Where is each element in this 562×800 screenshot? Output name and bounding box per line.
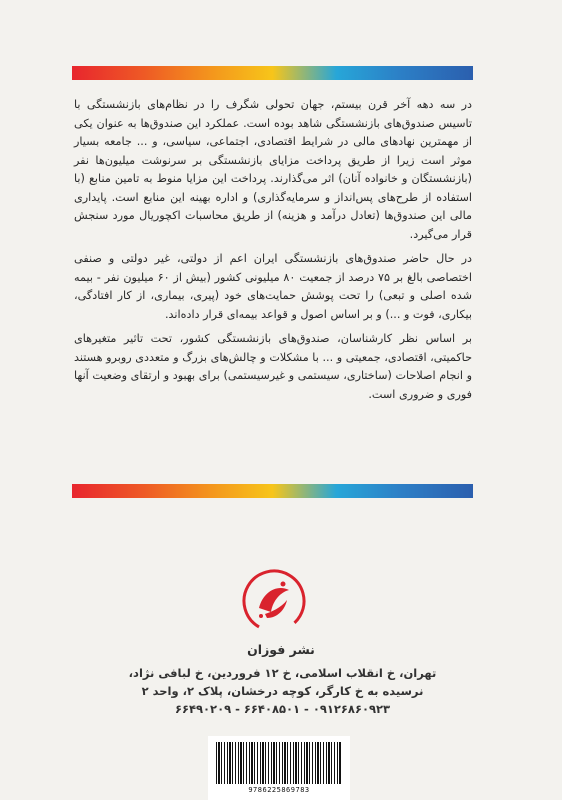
paragraph-1: در سه دهه آخر قرن بیستم، جهان تحولی شگرف را در نظام‌های بازنشستگی با تاسیس صندوق‌های بازنشستگی شاهد بوده است. عملکرد این صندوق‌ها به عنوان یکی از مهمترین نهادهای مالی در شرایط اقتصادی، اجتماعی، سیاسی، و ... جامعه بسیار موثر است زیرا از طریق پرداخت مزایای بازنشستگی بر سرنوشت میلیون‌ها نفر (بازنشستگان و خانواده آنان) اثر می‌گذارند. پرداخت این مزایا منوط به تامین منابع (با استفاده از طرح‌های پس‌انداز و سرمایه‌گذاری) و اداره بهینه این منابع است. پایداری مالی این صندوق‌ها (تعادل درآمد و هزینه) از طریق محاسبات اکچوریال مورد سنجش قرار می‌گیرد. [74,98,472,241]
bottom-color-stripe [72,484,473,498]
top-color-stripe [72,66,473,80]
barcode-number: 9786225869783 [248,786,310,794]
publisher-name: نشر فوزان [247,642,315,657]
address-line-2: نرسیده به خ کارگر، کوچه درخشان، پلاک ۲، واحد ۲ [141,684,424,698]
paragraph-3: بر اساس نظر کارشناسان، صندوق‌های بازنشستگی کشور، تحت تاثیر متغیرهای حاکمیتی، اقتصادی، جمعیتی و ... با مشکلات و چالش‌های بزرگ و متعددی روبرو هستند و انجام اصلاحات (ساختاری، سیستمی و غیرسیستمی) برای بهبود و ارتقای وضعیت آنها فوری و ضروری است. [74,332,472,401]
barcode-bars [216,742,342,784]
isbn-barcode [208,736,350,800]
publisher-address [120,664,445,718]
phone-numbers: ۰۹۱۲۶۸۶۰۹۲۳ - ۶۶۴۰۸۵۰۱ - ۶۶۴۹۰۲۰۹ [174,702,391,716]
address-line-1: تهران، خ انقلاب اسلامی، خ ۱۲ فروردین، خ لبافی نژاد، [128,666,437,680]
fouzan-logo-icon [241,568,307,634]
paragraph-2: در حال حاضر صندوق‌های بازنشستگی ایران اعم از دولتی، غیر دولتی و صنفی اختصاصی بالغ بر ۷۵ درصد از جمعیت ۸۰ میلیونی کشور (بیش از ۶۰ میلیون نفر - بیمه شده اصلی و تبعی) را تحت پوشش حمایت‌های خود (پیری، بیماری، از کار افتادگی، بیکاری، فوت و ...) و بر اساس اصول و قواعد بیمه‌ای قرار داده‌اند. [74,252,472,321]
back-cover-text [74,96,472,404]
